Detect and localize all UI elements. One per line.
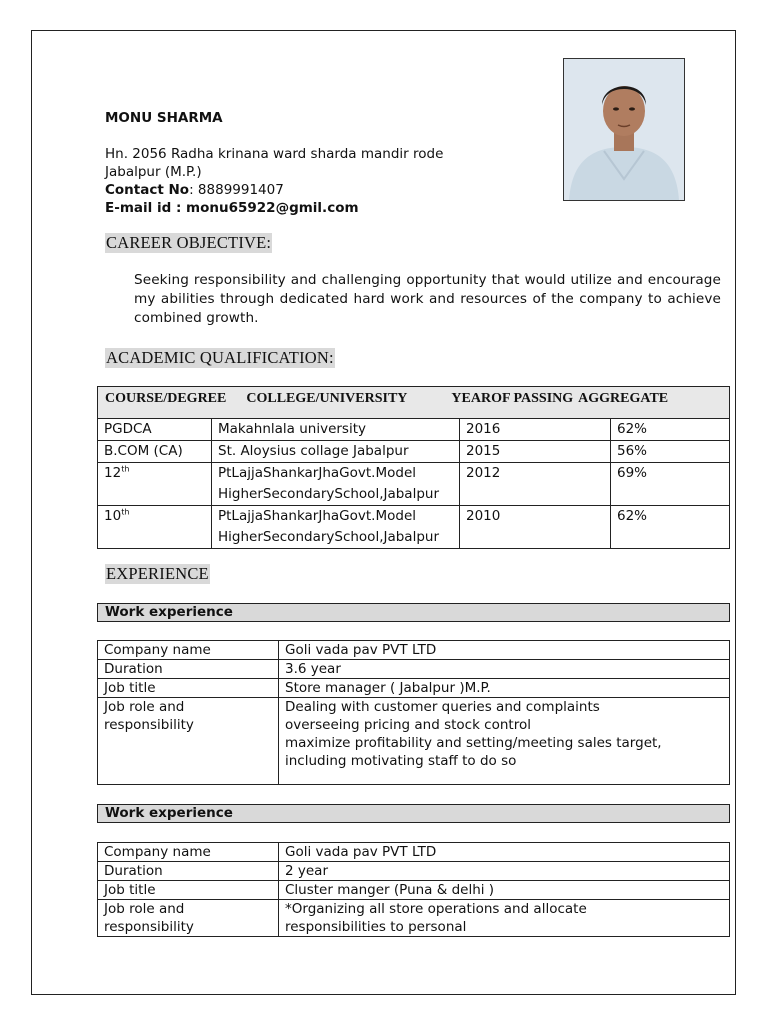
- company-label: Company name: [98, 843, 279, 862]
- duration-value: 3.6 year: [279, 660, 730, 679]
- course-cell: [98, 463, 212, 506]
- year-cell: [460, 506, 611, 549]
- work-experience-bar: Work experience: [97, 804, 730, 823]
- course-cell: [98, 419, 212, 441]
- contact-label: Contact No: [105, 182, 190, 198]
- work-experience-table: [97, 640, 730, 785]
- year-cell: [460, 419, 611, 441]
- company-value: Goli vada pav PVT LTD: [279, 843, 730, 862]
- aggregate-cell: [611, 441, 730, 463]
- role-value: [279, 900, 730, 937]
- course-cell: [98, 506, 212, 549]
- duration-label: Duration: [98, 660, 279, 679]
- role-label: [98, 900, 279, 937]
- academic-table: [97, 386, 730, 549]
- work-experience-bar: Work experience: [97, 603, 730, 622]
- table-row: [98, 419, 730, 441]
- college-cell: [212, 419, 460, 441]
- job-title-value: Cluster manger (Puna & delhi ): [279, 881, 730, 900]
- table-row: [98, 441, 730, 463]
- course-text: PGDCA: [104, 421, 152, 437]
- role-line: maximize profitability and setting/meeting sales target,: [285, 735, 662, 751]
- course-text: 12: [104, 465, 122, 481]
- college-text: Makahnlala university: [218, 421, 366, 437]
- course-text: B.COM (CA): [104, 443, 183, 459]
- address-line-1: Hn. 2056 Radha krinana ward sharda mandir rode: [105, 146, 444, 162]
- year-text: 2015: [466, 443, 501, 459]
- address-line-2: Jabalpur (M.P.): [105, 164, 202, 180]
- role-label-line-2: responsibility: [104, 717, 194, 733]
- job-title-value: Store manager ( Jabalpur )M.P.: [279, 679, 730, 698]
- college-text-2: HigherSecondarySchool,Jabalpur: [218, 486, 440, 502]
- table-row: [98, 862, 730, 881]
- role-label-line-1: Job role and: [104, 901, 185, 917]
- course-text: 10: [104, 508, 122, 524]
- college-text: PtLajjaShankarJhaGovt.Model: [218, 508, 416, 524]
- college-cell: [212, 441, 460, 463]
- work-experience-table: [97, 842, 730, 937]
- college-cell: [212, 506, 460, 549]
- duration-label: Duration: [98, 862, 279, 881]
- course-sup: th: [121, 464, 130, 474]
- college-cell: [212, 463, 460, 506]
- duration-value: 2 year: [279, 862, 730, 881]
- course-cell: [98, 441, 212, 463]
- role-line: *Organizing all store operations and allocate: [285, 901, 587, 917]
- role-line: overseeing pricing and stock control: [285, 717, 531, 733]
- year-text: 2016: [466, 421, 501, 437]
- col-college: COLLEGE/UNIVERSITY: [246, 391, 408, 406]
- aggregate-cell: [611, 506, 730, 549]
- role-value: [279, 698, 730, 785]
- col-course: COURSE/DEGREE: [105, 391, 227, 406]
- aggregate-cell: [611, 419, 730, 441]
- table-row: [98, 698, 730, 785]
- col-year: YEAROF PASSING: [451, 391, 574, 406]
- aggregate-text: 69%: [617, 465, 648, 481]
- role-label-line-2: responsibility: [104, 919, 194, 935]
- profile-photo: [563, 58, 685, 201]
- table-row: [98, 843, 730, 862]
- year-text: 2012: [466, 465, 501, 481]
- company-label: Company name: [98, 641, 279, 660]
- course-sup: th: [121, 507, 130, 517]
- email-line: [105, 199, 359, 217]
- college-text: St. Aloysius collage Jabalpur: [218, 443, 409, 459]
- aggregate-text: 62%: [617, 421, 648, 437]
- candidate-name: MONU SHARMA: [105, 110, 223, 126]
- job-title-label: Job title: [98, 679, 279, 698]
- role-line: including motivating staff to do so: [285, 753, 517, 769]
- career-objective-title: CAREER OBJECTIVE:: [106, 233, 272, 252]
- table-row: [98, 506, 730, 549]
- person-photo-icon: [564, 59, 684, 200]
- table-row: [98, 660, 730, 679]
- aggregate-text: 56%: [617, 443, 648, 459]
- table-row: [98, 641, 730, 660]
- year-cell: [460, 463, 611, 506]
- col-aggregate: AGGREGATE: [578, 391, 669, 406]
- aggregate-cell: [611, 463, 730, 506]
- career-objective-text: Seeking responsibility and challenging opportunity that would utilize and encourage my abilities through dedicated hard work and resources of the company to achieve combined growth.: [134, 272, 721, 326]
- academic-title: ACADEMIC QUALIFICATION:: [106, 348, 334, 367]
- table-row: [98, 679, 730, 698]
- job-title-label: Job title: [98, 881, 279, 900]
- contact-value: : 8889991407: [189, 182, 284, 198]
- table-row: [98, 900, 730, 937]
- academic-header-row: [98, 387, 730, 419]
- role-label: [98, 698, 279, 785]
- role-label-line-1: Job role and: [104, 699, 185, 715]
- company-value: Goli vada pav PVT LTD: [279, 641, 730, 660]
- experience-title: EXPERIENCE: [106, 564, 209, 583]
- table-row: [98, 881, 730, 900]
- email-value: monu65922@gmil.com: [186, 200, 359, 216]
- year-cell: [460, 441, 611, 463]
- role-line: responsibilities to personal: [285, 919, 467, 935]
- role-line: Dealing with customer queries and complaints: [285, 699, 600, 715]
- year-text: 2010: [466, 508, 501, 524]
- college-text-2: HigherSecondarySchool,Jabalpur: [218, 529, 440, 545]
- table-row: [98, 463, 730, 506]
- academic-header-cell: [98, 387, 730, 419]
- email-label: E-mail id :: [105, 200, 187, 216]
- aggregate-text: 62%: [617, 508, 648, 524]
- contact-number: [105, 181, 284, 199]
- college-text: PtLajjaShankarJhaGovt.Model: [218, 465, 416, 481]
